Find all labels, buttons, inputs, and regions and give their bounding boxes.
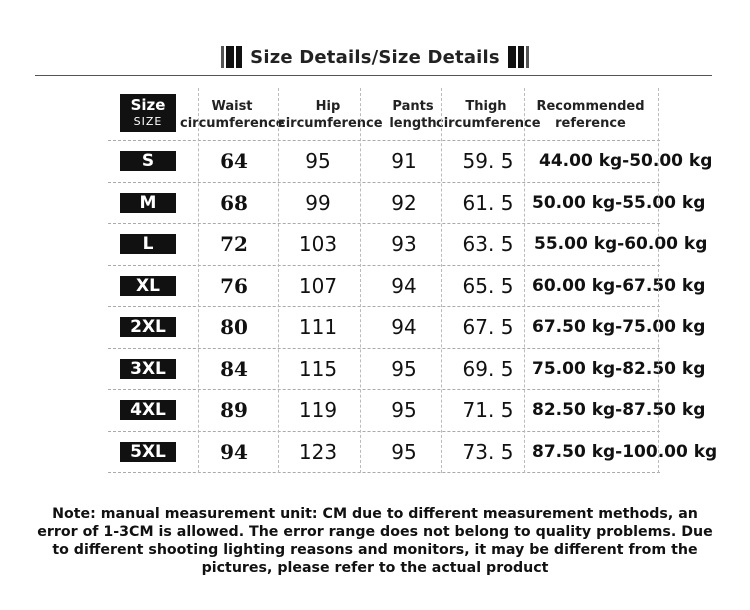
reference-value: 82.50 kg-87.50 kg xyxy=(532,400,706,420)
waist-value: 64 xyxy=(220,149,248,173)
table-row xyxy=(108,432,718,474)
title-left-bars-icon xyxy=(221,46,242,68)
column-divider xyxy=(360,88,361,473)
thigh-value: 59. 5 xyxy=(462,149,514,173)
size-badge: 5XL xyxy=(120,442,176,462)
table-row xyxy=(108,183,706,225)
size-badge: 4XL xyxy=(120,400,176,420)
waist-value: 94 xyxy=(220,439,248,464)
pants-length-value: 94 xyxy=(391,273,417,298)
reference-value: 67.50 kg-75.00 kg xyxy=(532,317,706,337)
reference-value: 75.00 kg-82.50 kg xyxy=(532,358,706,379)
hip-value: 95 xyxy=(305,149,331,173)
thigh-value: 63. 5 xyxy=(462,232,514,256)
hip-value: 119 xyxy=(298,398,338,422)
thigh-value: 71. 5 xyxy=(462,398,514,422)
thigh-value: 69. 5 xyxy=(462,356,514,381)
reference-value: 60.00 kg-67.50 kg xyxy=(532,275,706,296)
table-row xyxy=(108,141,713,183)
pants-length-value: 93 xyxy=(391,232,417,256)
title-right-bars-icon xyxy=(508,46,529,68)
size-badge: S xyxy=(120,151,176,171)
table-row xyxy=(108,224,708,266)
waist-value: 89 xyxy=(220,398,248,422)
header-waist xyxy=(180,98,284,132)
column-divider xyxy=(441,88,442,473)
header-waist-line1: Waist xyxy=(211,99,253,114)
size-header-label-caps: SIZE xyxy=(133,115,163,128)
table-row xyxy=(108,266,706,308)
size-badge: L xyxy=(120,234,176,254)
header-hip-line1: Hip xyxy=(315,99,341,114)
size-header-label: Size xyxy=(130,96,166,114)
title-block xyxy=(0,42,750,72)
pants-length-value: 95 xyxy=(391,439,417,464)
measurement-note: Note: manual measurement unit: CM due to different measurement methods, an error of 1-3CM is allowed. The error range does not belong to quality problems. Due to different shooting lighting reasons and monitors, it may be different from the pictures, please refer to the actual product xyxy=(37,506,713,576)
header-thigh-line2: circumference xyxy=(436,116,541,131)
reference-value: 44.00 kg-50.00 kg xyxy=(539,151,713,171)
header-hip xyxy=(278,98,383,132)
hip-value: 103 xyxy=(298,232,338,256)
hip-value: 107 xyxy=(298,273,338,298)
pants-length-value: 92 xyxy=(391,190,417,215)
header-thigh-line1: Thigh xyxy=(465,99,507,114)
header-thigh xyxy=(436,98,541,132)
column-divider xyxy=(524,88,525,473)
hip-value: 123 xyxy=(298,439,338,464)
thigh-value: 61. 5 xyxy=(462,190,514,215)
reference-value: 55.00 kg-60.00 kg xyxy=(534,234,708,254)
column-divider xyxy=(198,88,199,473)
size-badge: 2XL xyxy=(120,317,176,337)
header-hip-line2: circumference xyxy=(278,116,383,131)
thigh-value: 73. 5 xyxy=(462,439,514,464)
waist-value: 80 xyxy=(220,315,248,339)
header-reference-line2: reference xyxy=(555,116,626,131)
header-reference xyxy=(533,98,648,132)
pants-length-value: 91 xyxy=(391,149,417,173)
pants-length-value: 95 xyxy=(391,398,417,422)
reference-value: 87.50 kg-100.00 kg xyxy=(532,441,718,462)
header-reference-line1: Recommended xyxy=(536,99,645,114)
size-badge: XL xyxy=(120,276,176,296)
column-divider xyxy=(658,88,659,473)
pants-length-value: 95 xyxy=(391,356,417,381)
size-badge: 3XL xyxy=(120,359,176,379)
page-title: Size Details/Size Details xyxy=(250,46,500,68)
size-header-badge xyxy=(120,94,176,132)
hip-value: 115 xyxy=(298,356,338,381)
waist-value: 68 xyxy=(220,190,248,215)
hip-value: 99 xyxy=(305,190,331,215)
table-header xyxy=(108,88,660,141)
thigh-value: 65. 5 xyxy=(462,273,514,298)
table-row xyxy=(108,390,706,432)
header-pants-line2: length xyxy=(389,116,437,131)
pants-length-value: 94 xyxy=(391,315,417,339)
table-row xyxy=(108,307,706,349)
size-badge: M xyxy=(120,193,176,213)
header-pants-line1: Pants xyxy=(392,99,434,114)
header-waist-line2: circumference xyxy=(180,116,285,131)
thigh-value: 67. 5 xyxy=(462,315,514,339)
reference-value: 50.00 kg-55.00 kg xyxy=(532,192,706,213)
title-divider xyxy=(35,75,712,76)
waist-value: 72 xyxy=(220,232,248,256)
waist-value: 76 xyxy=(220,273,248,298)
waist-value: 84 xyxy=(220,356,248,381)
table-row xyxy=(108,349,706,391)
size-table xyxy=(108,88,718,473)
hip-value: 111 xyxy=(298,315,338,339)
column-divider xyxy=(278,88,279,473)
